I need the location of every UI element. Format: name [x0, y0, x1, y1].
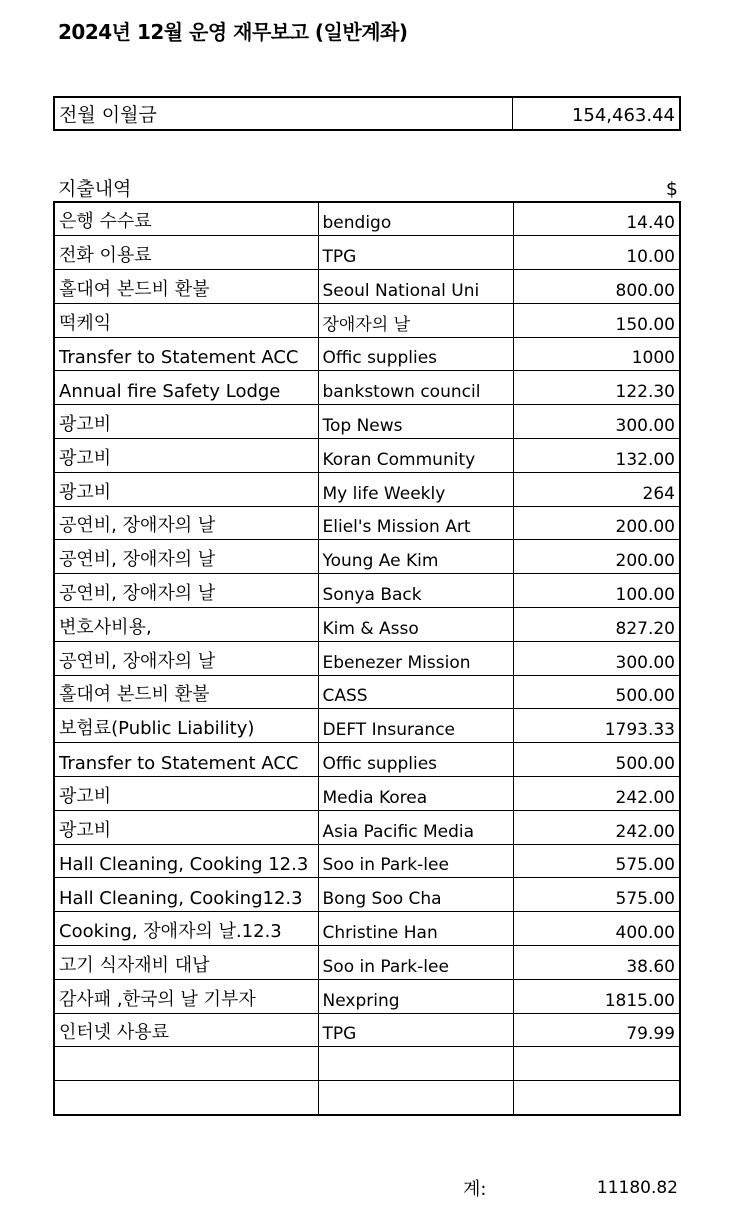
- expense-payee: Christine Han: [318, 912, 513, 946]
- table-row: [54, 777, 680, 811]
- table-row: [54, 743, 680, 777]
- expense-description: 떡케익: [54, 303, 318, 337]
- expense-amount: 575.00: [513, 878, 680, 912]
- expense-amount: 14.40: [513, 202, 680, 236]
- currency-symbol: $: [665, 178, 678, 200]
- expense-description: 공연비, 장애자의 날: [54, 506, 318, 540]
- expense-amount: 300.00: [513, 641, 680, 675]
- expense-amount: 242.00: [513, 777, 680, 811]
- table-row: [54, 946, 680, 980]
- expense-amount: 200.00: [513, 540, 680, 574]
- expense-amount: 1793.33: [513, 709, 680, 743]
- expense-payee: CASS: [318, 675, 513, 709]
- expense-payee: My life Weekly: [318, 472, 513, 506]
- expense-payee: [318, 1047, 513, 1081]
- expense-payee: Nexpring: [318, 979, 513, 1013]
- table-row: [54, 608, 680, 642]
- expense-description: 공연비, 장애자의 날: [54, 574, 318, 608]
- expense-description: 광고비: [54, 472, 318, 506]
- expense-description: Cooking, 장애자의 날.12.3: [54, 912, 318, 946]
- expense-description: Transfer to Statement ACC: [54, 743, 318, 777]
- expense-description: 공연비, 장애자의 날: [54, 540, 318, 574]
- expense-payee: Offic supplies: [318, 337, 513, 371]
- expense-amount: 122.30: [513, 371, 680, 405]
- expense-description: 인터넷 사용료: [54, 1013, 318, 1047]
- table-row: [54, 270, 680, 304]
- expense-payee: [318, 1081, 513, 1115]
- expense-payee: Media Korea: [318, 777, 513, 811]
- expense-description: 전화 이용료: [54, 236, 318, 270]
- expense-payee: Top News: [318, 405, 513, 439]
- expense-description: [54, 1047, 318, 1081]
- expense-amount: 200.00: [513, 506, 680, 540]
- expense-description: 공연비, 장애자의 날: [54, 641, 318, 675]
- table-row: [54, 641, 680, 675]
- expense-payee: DEFT Insurance: [318, 709, 513, 743]
- table-row: [54, 1047, 680, 1081]
- expense-amount: 1000: [513, 337, 680, 371]
- expense-payee: Young Ae Kim: [318, 540, 513, 574]
- table-row: [54, 405, 680, 439]
- expense-payee: Eliel's Mission Art: [318, 506, 513, 540]
- expense-amount: 575.00: [513, 844, 680, 878]
- table-row: [54, 202, 680, 236]
- expense-payee: Soo in Park-lee: [318, 946, 513, 980]
- expense-amount: 79.99: [513, 1013, 680, 1047]
- report-title: 2024년 12월 운영 재무보고 (일반계좌): [58, 20, 408, 44]
- expense-description: 광고비: [54, 405, 318, 439]
- expense-payee: Kim & Asso: [318, 608, 513, 642]
- table-row: [54, 844, 680, 878]
- expense-description: Hall Cleaning, Cooking12.3: [54, 878, 318, 912]
- expense-payee: Ebenezer Mission: [318, 641, 513, 675]
- expense-payee: Sonya Back: [318, 574, 513, 608]
- previous-balance-value: 154,463.44: [571, 105, 675, 126]
- expense-amount: [513, 1081, 680, 1115]
- expense-description: 광고비: [54, 777, 318, 811]
- expense-payee: 장애자의 날: [318, 303, 513, 337]
- table-row: [54, 236, 680, 270]
- expense-amount: 827.20: [513, 608, 680, 642]
- table-row: [54, 303, 680, 337]
- expense-payee: bankstown council: [318, 371, 513, 405]
- expense-payee: Asia Pacific Media: [318, 810, 513, 844]
- expense-amount: 500.00: [513, 743, 680, 777]
- table-row: [54, 1013, 680, 1047]
- table-row: [54, 371, 680, 405]
- expense-amount: [513, 1047, 680, 1081]
- expense-payee: Seoul National Uni: [318, 270, 513, 304]
- total-value: 11180.82: [596, 1178, 678, 1198]
- expense-description: 광고비: [54, 439, 318, 473]
- expense-description: 보험료(Public Liability): [54, 709, 318, 743]
- table-row: [54, 1081, 680, 1115]
- table-row: [54, 472, 680, 506]
- expense-payee: Offic supplies: [318, 743, 513, 777]
- expense-amount: 38.60: [513, 946, 680, 980]
- expense-payee: Soo in Park-lee: [318, 844, 513, 878]
- expense-description: Annual fire Safety Lodge: [54, 371, 318, 405]
- table-row: [54, 912, 680, 946]
- expense-amount: 132.00: [513, 439, 680, 473]
- expense-amount: 10.00: [513, 236, 680, 270]
- expense-description: 고기 식자재비 대납: [54, 946, 318, 980]
- previous-balance-label: 전월 이월금: [55, 98, 513, 129]
- expenses-heading: 지출내역: [58, 178, 132, 200]
- total-label: 계:: [463, 1179, 487, 1200]
- expense-amount: 300.00: [513, 405, 680, 439]
- expense-description: 감사패 ,한국의 날 기부자: [54, 979, 318, 1013]
- previous-balance-box: [53, 96, 681, 131]
- table-row: [54, 439, 680, 473]
- expense-payee: bendigo: [318, 202, 513, 236]
- expense-amount: 1815.00: [513, 979, 680, 1013]
- expense-amount: 242.00: [513, 810, 680, 844]
- expense-description: [54, 1081, 318, 1115]
- expense-description: 은행 수수료: [54, 202, 318, 236]
- table-row: [54, 574, 680, 608]
- table-row: [54, 878, 680, 912]
- expense-amount: 100.00: [513, 574, 680, 608]
- expenses-table: [53, 201, 681, 1116]
- expense-payee: Bong Soo Cha: [318, 878, 513, 912]
- table-row: [54, 540, 680, 574]
- expense-description: 홀대여 본드비 환불: [54, 675, 318, 709]
- table-row: [54, 337, 680, 371]
- expense-description: 광고비: [54, 810, 318, 844]
- expense-description: 변호사비용,: [54, 608, 318, 642]
- expense-description: Transfer to Statement ACC: [54, 337, 318, 371]
- table-row: [54, 810, 680, 844]
- expense-amount: 264: [513, 472, 680, 506]
- expense-amount: 800.00: [513, 270, 680, 304]
- expense-payee: TPG: [318, 1013, 513, 1047]
- expense-description: Hall Cleaning, Cooking 12.3: [54, 844, 318, 878]
- expense-amount: 500.00: [513, 675, 680, 709]
- expense-amount: 150.00: [513, 303, 680, 337]
- table-row: [54, 675, 680, 709]
- expense-description: 홀대여 본드비 환불: [54, 270, 318, 304]
- table-row: [54, 506, 680, 540]
- table-row: [54, 979, 680, 1013]
- expense-payee: Koran Community: [318, 439, 513, 473]
- expense-payee: TPG: [318, 236, 513, 270]
- expense-amount: 400.00: [513, 912, 680, 946]
- table-row: [54, 709, 680, 743]
